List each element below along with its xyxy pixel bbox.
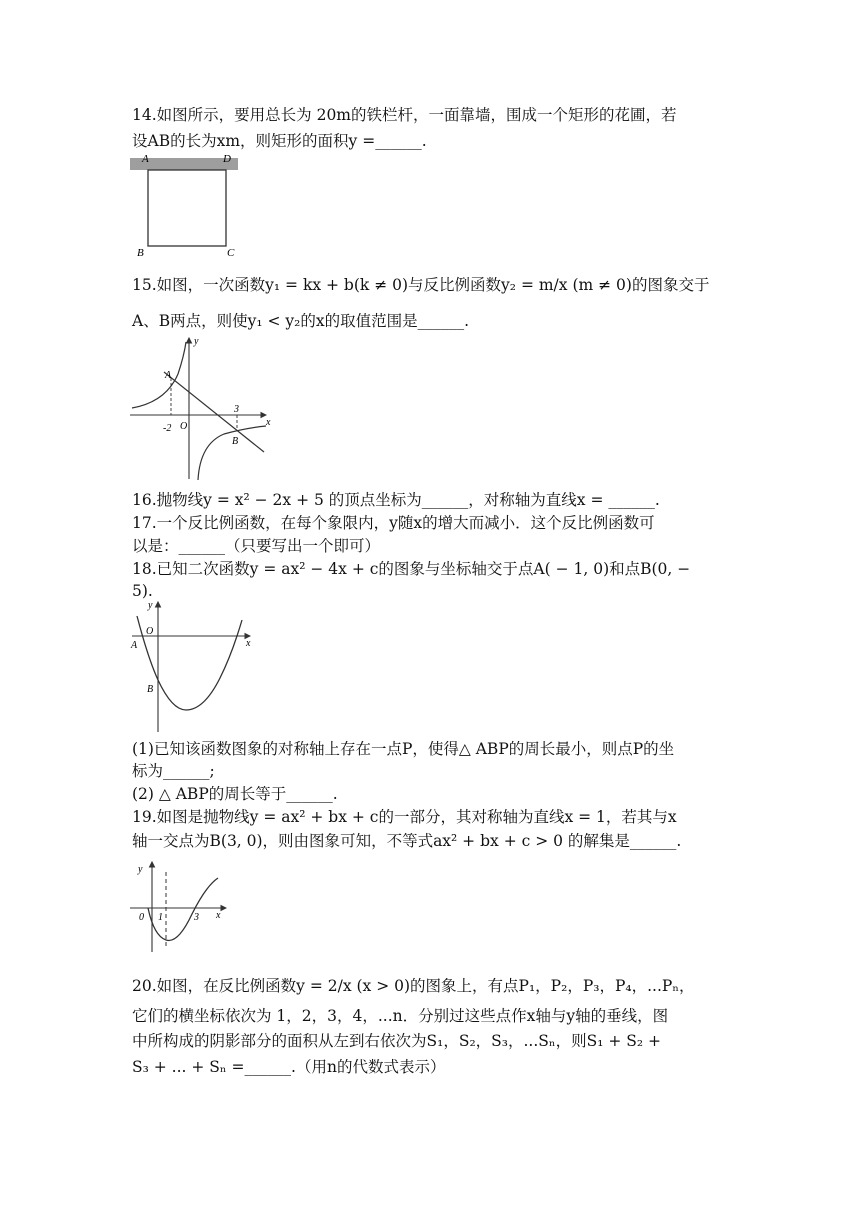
q18-sub1-line1: (1)已知该函数图象的对称轴上存在一点P，使得△ ABP的周长最小，则点P的坐 (132, 740, 675, 758)
q18-label-O: O (146, 626, 154, 637)
q14-label-A: A (142, 153, 149, 165)
q14-figure (128, 152, 243, 260)
q19-label-3: 3 (194, 912, 199, 923)
q18-figure (128, 598, 258, 736)
q18-label-A: A (131, 640, 138, 651)
q20-line3: 中所构成的阴影部分的面积从左到右依次为S₁，S₂，S₃，...Sₙ，则S₁ + S₂ + (132, 1032, 662, 1050)
q19-label-y: y (138, 864, 143, 875)
q19-line2: 轴一交点为B(3, 0)，则由图象可知，不等式ax² + bx + c > 0 的解集是______. (132, 832, 682, 850)
q15-label-neg2: -2 (163, 423, 172, 434)
q14-label-C: C (227, 247, 235, 259)
q15-label-O: O (180, 421, 188, 432)
q19-line1: 19.如图是抛物线y = ax² + bx + c的一部分，其对称轴为直线x = 1，若其与x (132, 808, 677, 826)
q18-label-x: x (246, 638, 251, 649)
q19-label-x: x (216, 910, 221, 921)
q17-line1: 17.一个反比例函数，在每个象限内，y随x的增大而减小．这个反比例函数可 (132, 514, 655, 532)
q18-sub1-line2: 标为______; (132, 762, 215, 780)
q18-line1: 18.已知二次函数y = ax² − 4x + c的图象与坐标轴交于点A( − 1, 0)和点B(0, − (132, 560, 691, 578)
q15-label-x: x (266, 417, 271, 428)
q15-line2: A、B两点，则使y₁ < y₂的x的取值范围是______. (132, 312, 470, 330)
q16-line1: 16.抛物线y = x² − 2x + 5 的顶点坐标为______，对称轴为直线x = ______. (132, 491, 660, 509)
q18-label-B: B (147, 684, 154, 695)
q15-line1: 15.如图，一次函数y₁ = kx + b(k ≠ 0)与反比例函数y₂ = m/x (m ≠ 0)的图象交于 (132, 276, 710, 294)
q15-hyperbola-left (132, 342, 186, 408)
q15-label-y: y (194, 336, 199, 347)
q18-label-y: y (148, 600, 153, 611)
q15-figure (126, 334, 276, 484)
q19-figure (126, 856, 236, 956)
q19-parabola (148, 878, 218, 940)
q14-label-B: B (137, 247, 144, 259)
q15-hyperbola-right (198, 426, 266, 480)
q18-sub2: (2) △ ABP的周长等于______. (132, 785, 338, 803)
q19-label-0: 0 (139, 912, 144, 923)
q18-line2: 5). (132, 582, 153, 600)
q14-line2: 设AB的长为xm，则矩形的面积y =______. (132, 132, 427, 150)
q19-label-1: 1 (158, 912, 163, 923)
q17-line2: 以是：______（只要写出一个即可） (132, 537, 381, 555)
q15-label-A: A (165, 370, 172, 381)
q15-label-B: B (232, 436, 239, 447)
q14-rectangle (148, 170, 226, 246)
q20-line2: 它们的横坐标依次为 1，2，3，4，...n．分别过这些点作x轴与y轴的垂线，图 (132, 1007, 669, 1025)
q15-label-3: 3 (234, 404, 239, 415)
q14-line1: 14.如图所示，要用总长为 20m的铁栏杆，一面靠墙，围成一个矩形的花圃，若 (132, 106, 677, 124)
q20-line4: S₃ + ... + Sₙ =______.（用n的代数式表示） (132, 1058, 446, 1076)
q14-label-D: D (223, 153, 231, 165)
q20-line1: 20.如图，在反比例函数y = 2/x (x > 0)的图象上，有点P₁，P₂，P₃，P₄，...Pₙ， (132, 977, 695, 995)
